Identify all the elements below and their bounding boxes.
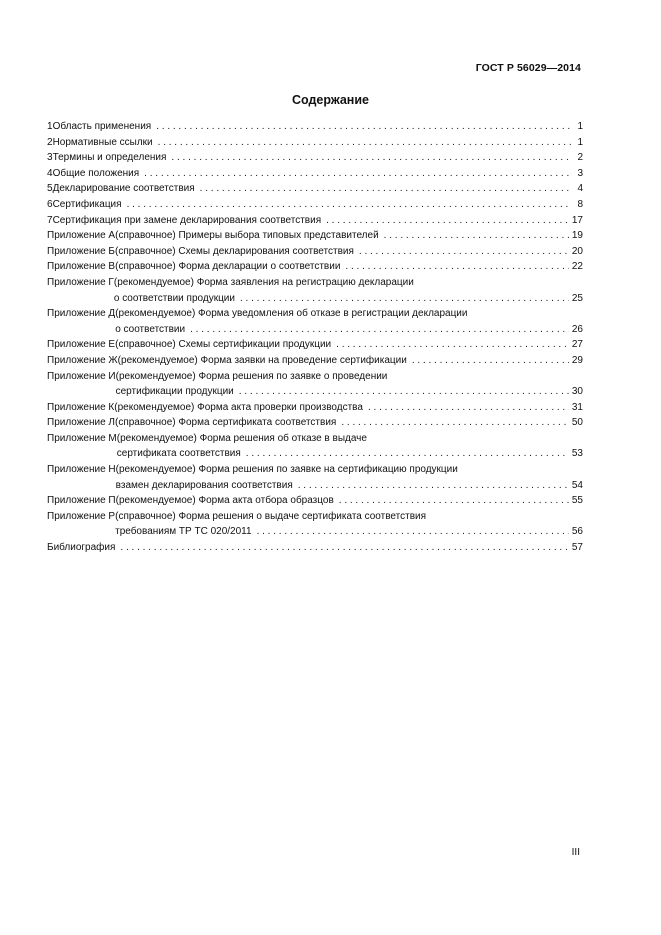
toc-entry-page: 20 [571, 245, 583, 257]
toc-entry-title: о соответствии [115, 323, 186, 335]
toc-entry-title: взамен декларирования соответствия [115, 479, 293, 491]
dot-leader [120, 540, 568, 556]
toc-entry-title: (справочное) Форма решения о выдаче сертификата соответствия [115, 510, 427, 522]
dot-leader [239, 384, 569, 400]
toc-entry-page: 1 [577, 121, 583, 132]
toc-entry-title: (рекомендуемое) Форма решения по заявке о проведении [115, 370, 388, 382]
dot-leader [246, 446, 569, 462]
toc-entry-title: Сертификация при замене декларирования соответствия [52, 214, 322, 226]
dot-leader [171, 150, 572, 166]
toc-entry-label: Приложение Е [47, 339, 116, 351]
toc-entry-label: Приложение М [47, 432, 117, 444]
toc-entry[interactable] [47, 493, 583, 509]
toc-entry[interactable] [47, 228, 583, 244]
toc-entry[interactable] [47, 150, 583, 166]
toc-entry[interactable] [47, 369, 583, 400]
dot-leader [298, 478, 569, 494]
toc-entry-title: сертификации продукции [115, 386, 234, 398]
toc-entry[interactable] [47, 462, 583, 493]
toc-entry-label: 1 [47, 121, 53, 132]
toc-entry-label: Приложение И [47, 370, 116, 382]
dot-leader [240, 291, 569, 307]
document-code: ГОСТ Р 56029—2014 [475, 62, 581, 74]
toc-entry-title: (рекомендуемое) Форма уведомления об отказе в регистрации декларации [115, 308, 468, 320]
toc-entry-title: Сертификация [52, 198, 122, 210]
toc-entry-label: 3 [47, 152, 53, 164]
toc-entry-title: Общие положения [52, 167, 140, 179]
toc-entry-label: Приложение Н [47, 464, 116, 476]
dot-leader [156, 119, 572, 135]
toc-entry-title: (справочное) Примеры выбора типовых представителей [115, 230, 379, 242]
toc-entry-title: (справочное) Схемы сертификации продукции [115, 339, 332, 351]
toc-entry[interactable] [47, 540, 583, 556]
dot-leader [368, 400, 569, 416]
toc-entry-title: Библиография [47, 542, 116, 554]
toc-entry[interactable] [47, 119, 583, 135]
toc-entry-page: 56 [571, 526, 583, 538]
toc-entry[interactable] [47, 306, 583, 337]
toc-entry[interactable] [47, 197, 583, 213]
toc-title: Содержание [291, 93, 369, 107]
toc-entry-label: 7 [47, 214, 53, 226]
dot-leader [336, 337, 569, 353]
toc-entry-label: 6 [47, 198, 53, 210]
toc-entry-label: 5 [47, 183, 53, 195]
toc-entry-page: 50 [571, 417, 583, 429]
table-of-contents [47, 119, 583, 556]
toc-entry[interactable] [47, 135, 583, 151]
toc-entry-page: 8 [577, 198, 583, 210]
toc-entry[interactable] [47, 431, 583, 462]
dot-leader [190, 322, 569, 338]
dot-leader [200, 181, 572, 197]
dot-leader [257, 524, 569, 540]
toc-entry-page: 31 [571, 401, 583, 413]
toc-entry-title: (рекомендуемое) Форма заявления на регистрацию декларации [113, 276, 414, 288]
toc-entry-page: 57 [571, 542, 583, 554]
toc-entry-page: 19 [571, 230, 583, 242]
page-number: III [571, 847, 580, 858]
toc-entry-title: о соответствии продукции [113, 292, 235, 304]
toc-entry-label: Приложение Б [47, 245, 115, 257]
toc-entry-title: (справочное) Форма сертификата соответствия [115, 417, 337, 429]
toc-entry-page: 55 [571, 495, 583, 507]
toc-entry-title: сертификата соответствия [116, 448, 241, 460]
toc-entry-title: Декларирование соответствия [52, 183, 195, 195]
toc-entry-label: Приложение П [47, 495, 116, 507]
dot-leader [359, 244, 569, 260]
toc-entry-title: Термины и определения [52, 152, 167, 164]
toc-entry-title: (справочное) Схемы декларирования соответствия [115, 245, 354, 257]
toc-entry[interactable] [47, 181, 583, 197]
toc-entry[interactable] [47, 415, 583, 431]
toc-entry[interactable] [47, 213, 583, 229]
toc-entry-page: 54 [571, 479, 583, 491]
toc-entry-page: 22 [571, 261, 583, 273]
dot-leader [341, 415, 569, 431]
toc-entry-label: 4 [47, 167, 53, 179]
toc-entry-title: Область применения [52, 121, 152, 132]
toc-entry-title: (рекомендуемое) Форма решения об отказе в выдаче [116, 432, 367, 444]
toc-entry[interactable] [47, 244, 583, 260]
dot-leader [158, 135, 572, 151]
toc-entry[interactable] [47, 337, 583, 353]
toc-entry-label: Приложение Д [47, 308, 116, 320]
toc-entry-label: Приложение Г [47, 276, 114, 288]
toc-entry-page: 25 [571, 292, 583, 304]
dot-leader [339, 493, 569, 509]
toc-entry-title: (рекомендуемое) Форма акта проверки производства [114, 401, 363, 413]
dot-leader [384, 228, 569, 244]
toc-entry[interactable] [47, 509, 583, 540]
toc-entry-label: Приложение А [47, 230, 116, 242]
toc-entry[interactable] [47, 166, 583, 182]
toc-entry-title: Нормативные ссылки [52, 136, 153, 148]
toc-entry[interactable] [47, 400, 583, 416]
toc-entry-page: 53 [571, 448, 583, 460]
toc-entry[interactable] [47, 275, 583, 306]
toc-entry[interactable] [47, 259, 583, 275]
toc-entry-label: 2 [47, 136, 53, 148]
toc-entry[interactable] [47, 353, 583, 369]
dot-leader [326, 213, 569, 229]
toc-entry-page: 1 [577, 136, 583, 148]
toc-entry-page: 2 [577, 152, 583, 164]
toc-entry-title: (справочное) Форма декларации о соответствии [115, 261, 341, 273]
toc-entry-title: требованиям ТР ТС 020/2011 [115, 526, 252, 538]
dot-leader [345, 259, 568, 275]
toc-entry-label: Приложение Р [47, 510, 116, 522]
dot-leader [127, 197, 572, 213]
toc-entry-page: 30 [571, 386, 583, 398]
dot-leader [144, 166, 572, 182]
toc-entry-page: 17 [571, 214, 583, 226]
toc-entry-page: 26 [571, 323, 583, 335]
toc-entry-page: 3 [577, 167, 583, 179]
dot-leader [412, 353, 569, 369]
toc-entry-page: 29 [571, 354, 583, 366]
toc-entry-title: (рекомендуемое) Форма заявки на проведение сертификации [117, 354, 407, 366]
toc-entry-label: Приложение Ж [47, 354, 118, 366]
toc-entry-label: Приложение В [47, 261, 116, 273]
toc-entry-title: (рекомендуемое) Форма решения по заявке на сертификацию продукции [115, 464, 458, 476]
toc-entry-label: Приложение Л [47, 417, 115, 429]
toc-entry-page: 4 [577, 183, 583, 195]
toc-entry-label: Приложение К [47, 401, 115, 413]
toc-entry-page: 27 [571, 339, 583, 351]
toc-entry-title: (рекомендуемое) Форма акта отбора образцов [115, 495, 334, 507]
